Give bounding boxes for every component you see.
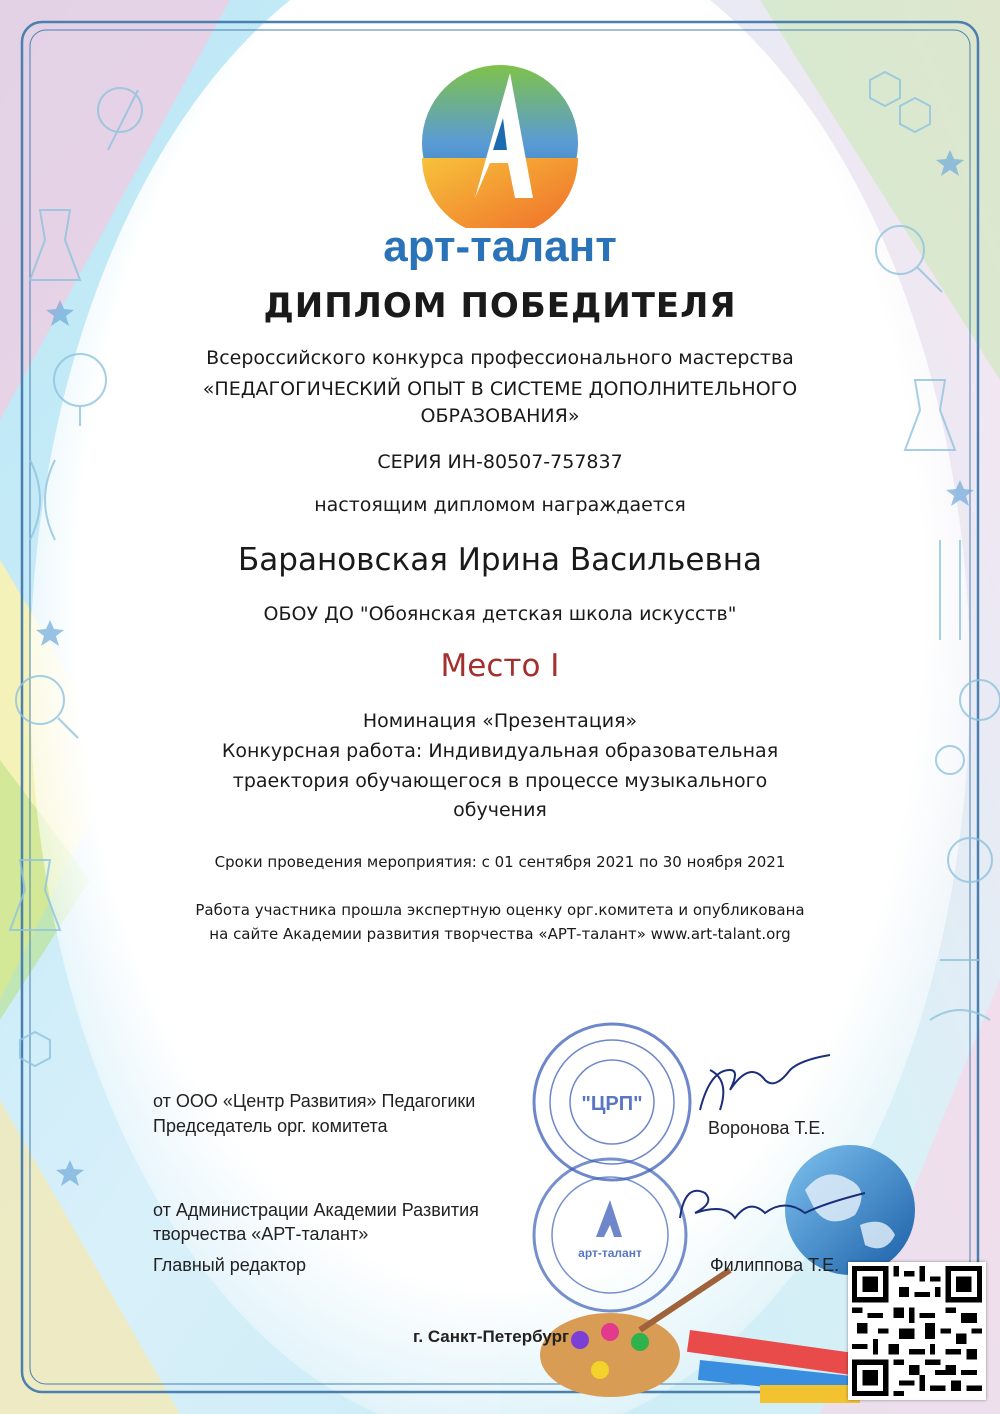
page-title: ДИПЛОМ ПОБЕДИТЕЛЯ	[263, 286, 737, 326]
stamp2-text: арт-талант	[578, 1246, 642, 1260]
logo-text: арт-талант	[383, 222, 617, 271]
signature-2	[670, 1178, 880, 1238]
series-number: СЕРИЯ ИН-80507-757837	[377, 451, 623, 473]
city: г. Санкт-Петербург	[413, 1327, 570, 1346]
awarded-text: настоящим дипломом награждается	[314, 494, 686, 516]
art-talant-stamp	[530, 1155, 690, 1315]
signer1-org: от ООО «Центр Развития» Педагогики	[153, 1091, 476, 1111]
qr-code	[848, 1262, 986, 1400]
signer1-name: Воронова Т.Е.	[708, 1118, 826, 1138]
signature-1	[690, 1050, 840, 1120]
place: Место I	[440, 648, 560, 684]
recipient-name: Барановская Ирина Васильевна	[238, 542, 762, 578]
contest-line-2: «ПЕДАГОГИЧЕСКИЙ ОПЫТ В СИСТЕМЕ ДОПОЛНИТЕЛЬНОГО	[202, 378, 798, 400]
organization: ОБОУ ДО "Обоянская детская школа искусств"	[263, 603, 737, 625]
signer2-role: Главный редактор	[153, 1255, 307, 1275]
nomination: Номинация «Презентация»	[362, 710, 638, 732]
stamp1-text: "ЦРП"	[581, 1093, 643, 1115]
art-talant-logo-icon	[415, 58, 585, 228]
signer1-role: Председатель орг. комитета	[153, 1116, 388, 1136]
signer2-org-line1: от Администрации Академии Развития	[153, 1200, 479, 1220]
review-line-1: Работа участника прошла экспертную оценку орг.комитета и опубликована	[195, 901, 805, 919]
signer2-name: Филиппова Т.Е.	[710, 1255, 840, 1275]
work-line-3: обучения	[453, 799, 547, 821]
event-dates: Сроки проведения мероприятия: с 01 сентября 2021 по 30 ноября 2021	[214, 853, 786, 871]
work-line-2: траектория обучающегося в процессе музыкального	[232, 770, 768, 792]
contest-line-3: ОБРАЗОВАНИЯ»	[420, 405, 580, 427]
signer2-org-line2: творчества «АРТ-талант»	[153, 1224, 369, 1244]
contest-line-1: Всероссийского конкурса профессионального мастерства	[206, 347, 794, 369]
work-line-1: Конкурсная работа: Индивидуальная образовательная	[221, 740, 779, 762]
review-line-2: на сайте Академии развития творчества «АРТ-талант» www.art-talant.org	[209, 925, 791, 943]
